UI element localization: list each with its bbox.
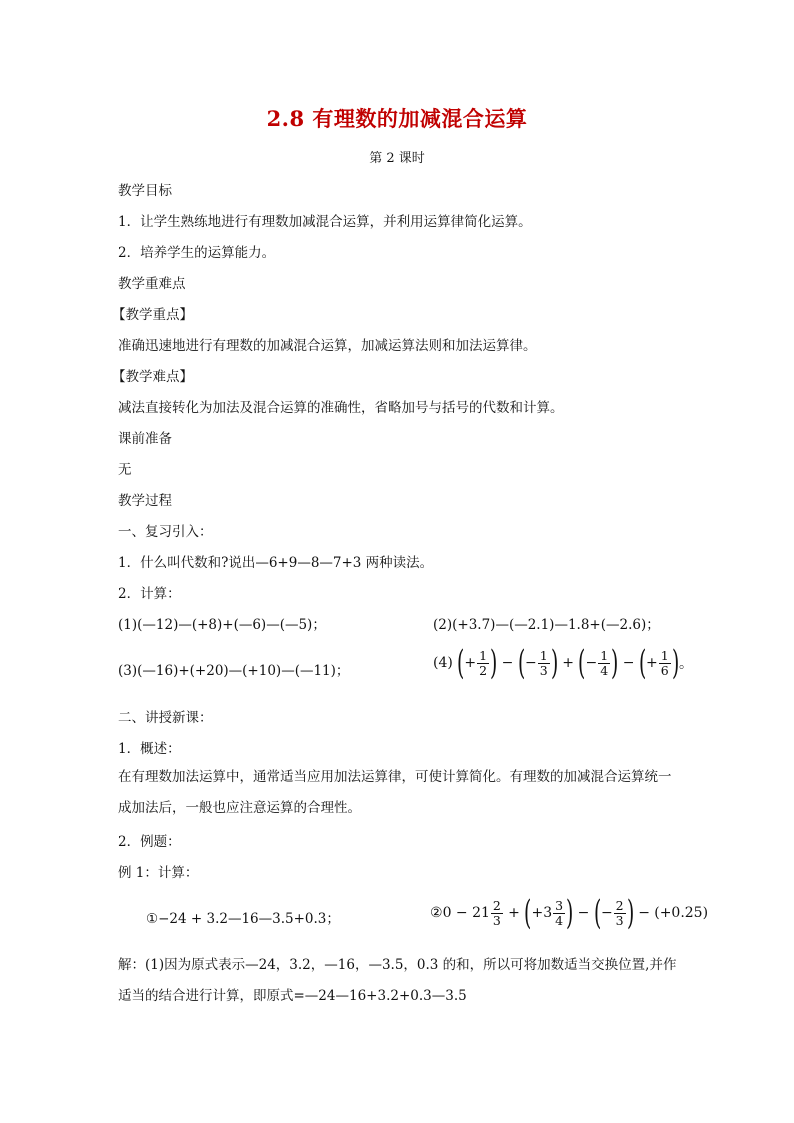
left-paren-icon: ( — [524, 893, 532, 933]
ex2-term2-sign: + — [531, 905, 544, 921]
numerator: 3 — [555, 897, 564, 913]
denominator: 4 — [600, 662, 609, 678]
goal-item-1: 1．让学生熟练地进行有理数加减混合运算，并利用运算律简化运算。 — [118, 214, 532, 230]
goal-item-2: 2．培养学生的运算能力。 — [118, 245, 276, 261]
calc4-sign-2: − — [524, 655, 537, 671]
calc4-end: 。 — [679, 656, 693, 672]
difficult-points-heading: 【教学难点】 — [112, 369, 193, 385]
fraction — [491, 899, 503, 928]
review-heading: 一、复习引入： — [118, 524, 213, 540]
overview-text: 在有理数加法运算中，通常适当应用加法运算律，可使计算简化。有理数的加减混合运算统一成加法后，一般也应注意运算的合理性。 — [118, 769, 672, 816]
left-paren-icon: ( — [457, 643, 465, 683]
ex2-prefix: ② — [430, 905, 443, 921]
calc4-op-3: − — [622, 655, 635, 671]
fraction — [538, 649, 550, 678]
numerator: 1 — [660, 647, 669, 663]
left-paren-icon: ( — [593, 893, 601, 933]
page-title: 2.8 有理数的加减混合运算 — [266, 106, 528, 131]
left-paren-icon: ( — [654, 905, 660, 921]
calc-item-3: (3)(—16)+(+20)—(+10)—(—11)； — [118, 663, 350, 679]
example-heading: 2．例题： — [118, 834, 181, 850]
ex2-start: 0 − 21 — [442, 905, 490, 921]
review-question-2: 2．计算： — [118, 586, 181, 602]
right-paren-icon: ) — [671, 643, 680, 683]
difficult-points-text: 减法直接转化为加法及混合运算的准确性，省略加号与括号的代数和计算。 — [118, 400, 564, 416]
calc4-op-1: − — [501, 655, 514, 671]
calc4-op-2: + — [562, 655, 574, 671]
overview-heading: 1．概述： — [118, 741, 181, 757]
denominator: 3 — [492, 912, 501, 928]
right-paren-icon: ) — [550, 643, 558, 683]
fraction — [659, 649, 671, 678]
key-points-heading: 【教学重点】 — [112, 307, 193, 323]
ex2-op-1: + — [508, 905, 520, 921]
left-paren-icon: ( — [517, 643, 525, 683]
numerator: 1 — [539, 647, 548, 663]
numerator: 2 — [492, 897, 501, 913]
calc4-sign-4: + — [646, 655, 658, 671]
right-paren-icon: ) — [611, 643, 619, 683]
key-points-text: 准确迅速地进行有理数的加减混合运算，加减运算法则和加法运算律。 — [118, 338, 537, 354]
right-paren-icon: ) — [702, 905, 709, 921]
numerator: 1 — [479, 647, 488, 663]
denominator: 4 — [555, 912, 564, 928]
calc-item-2: (2)(+3.7)—(—2.1)—1.8+(—2.6)； — [433, 617, 660, 633]
left-paren-icon: ( — [638, 643, 647, 683]
calc4-sign-3: − — [585, 655, 598, 671]
ex2-term2-whole: 3 — [543, 905, 553, 921]
denominator: 3 — [539, 662, 548, 678]
calc-item-1: (1)(—12)—(+8)+(—6)—(—5)； — [118, 617, 326, 633]
example-1-expr-1: ①−24 + 3.2—16—3.5+0.3； — [146, 911, 340, 927]
new-lesson-heading: 二、讲授新课： — [118, 710, 213, 726]
numerator: 1 — [600, 647, 609, 663]
example-1-expr-2 — [430, 893, 709, 933]
ex2-op-3: − — [638, 905, 650, 921]
example-1-heading: 例 1：计算： — [118, 865, 199, 881]
left-paren-icon: ( — [578, 643, 586, 683]
calc4-sign-1: + — [464, 655, 477, 671]
fraction — [598, 649, 610, 678]
denominator: 2 — [479, 662, 488, 678]
fraction — [614, 899, 626, 928]
calc4-prefix: (4) — [433, 655, 453, 671]
right-paren-icon: ) — [626, 893, 634, 933]
process-heading: 教学过程 — [118, 493, 172, 509]
key-difficult-heading: 教学重难点 — [118, 276, 186, 292]
denominator: 6 — [660, 662, 669, 678]
prep-heading: 课前准备 — [118, 431, 172, 447]
lesson-number: 第 2 课时 — [369, 151, 425, 166]
ex2-term4: +0.25 — [659, 905, 703, 921]
right-paren-icon: ) — [566, 893, 574, 933]
prep-text: 无 — [118, 462, 132, 478]
solution-text: 解：(1)因为原式表示—24，3.2，—16，—3.5，0.3 的和，所以可将加数适当交换位置,并作适当的结合进行计算，即原式=—24—16+3.2+0.3—3.5 — [118, 957, 677, 1004]
calc-item-4 — [433, 643, 693, 683]
goals-heading: 教学目标 — [118, 183, 172, 199]
review-question-1: 1．什么叫代数和?说出—6+9—8—7+3 两种读法。 — [118, 555, 434, 571]
fraction — [553, 899, 565, 928]
right-paren-icon: ) — [490, 643, 498, 683]
denominator: 3 — [615, 912, 624, 928]
numerator: 2 — [615, 897, 624, 913]
ex2-op-2: − — [577, 905, 590, 921]
fraction — [477, 649, 489, 678]
ex2-term3-sign: − — [600, 905, 613, 921]
